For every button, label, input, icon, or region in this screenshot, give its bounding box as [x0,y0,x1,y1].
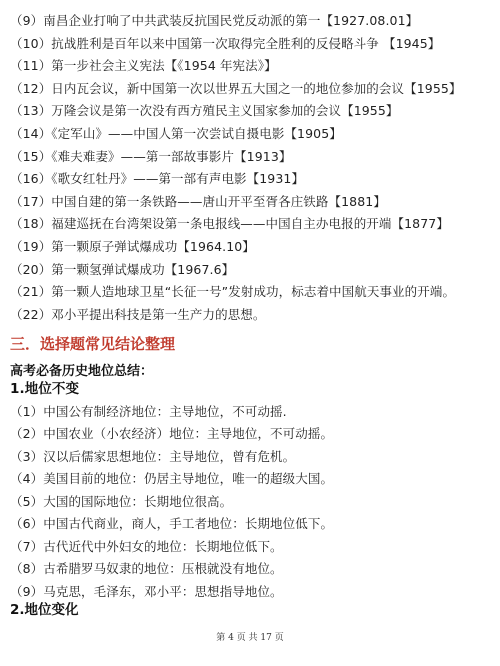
list-item: （15）《难夫难妻》——第一部故事影片【1913】 [10,148,292,164]
list-item: （7）古代近代中外妇女的地位：长期地位低下。 [10,538,283,554]
heading-status-changed: 2.地位变化 [10,602,79,618]
list-item: （5）大国的国际地位：长期地位很高。 [10,493,233,509]
heading-status-unchanged: 1.地位不变 [10,381,80,397]
list-item: （2）中国农业（小农经济）地位：主导地位，不可动摇。 [10,426,334,441]
section-title: 三．选择题常见结论整理 [10,335,176,353]
list-item: （12）日内瓦会议，新中国第一次以世界五大国之一的地位参加的会议【1955】 [10,80,462,96]
list-item: （14）《定军山》——中国人第一次尝试自摄电影【1905】 [10,125,342,141]
list-item: （1）中国公有制经济地位：主导地位，不可动摇. [10,403,287,419]
list-item: （4）美国目前的地位：仍居主导地位，唯一的超级大国。 [10,471,334,486]
list-item: （9）马克思，毛泽东，邓小平：思想指导地位。 [10,583,283,599]
list-item: （13）万隆会议是第一次没有西方殖民主义国家参加的会议【1955】 [10,103,399,119]
list-item: （11）第一步社会主义宪法【《1954 年宪法》】 [10,58,277,74]
list-item: （21）第一颗人造地球卫星“长征一号”发射成功，标志着中国航天事业的开端。 [10,284,456,300]
list-item: （19）第一颗原子弹试爆成功【1964.10】 [10,238,255,254]
page-footer: 第 4 页 共 17 页 [216,633,284,643]
list-item: （18）福建巡抚在台湾架设第一条电报线——中国自主办电报的开端【1877】 [10,216,449,232]
milestone-list [10,10,490,326]
list-item: （3）汉以后儒家思想地位：主导地位，曾有危机。 [10,448,296,464]
list-item: （6）中国古代商业，商人，手工者地位：长期地位低下。 [10,516,334,531]
status-list [10,378,490,603]
list-item: （10）抗战胜利是百年以来中国第一次取得完全胜利的反侵略斗争 【1945】 [10,35,441,51]
subheading: 高考必备历史地位总结： [10,364,154,379]
list-item: （22）邓小平提出科技是第一生产力的思想。 [10,306,266,322]
list-item: （9）南昌企业打响了中共武装反抗国民党反动派的第一【1927.08.01】 [10,13,419,28]
list-item: （8）古希腊罗马奴隶的地位：压根就没有地位。 [10,561,283,576]
list-item: （17）中国自建的第一条铁路——唐山开平至胥各庄铁路【1881】 [10,193,386,209]
list-item: （20）第一颗氢弹试爆成功【1967.6】 [10,261,235,277]
list-item: （16）《歌女红牡丹》——第一部有声电影【1931】 [10,171,305,187]
